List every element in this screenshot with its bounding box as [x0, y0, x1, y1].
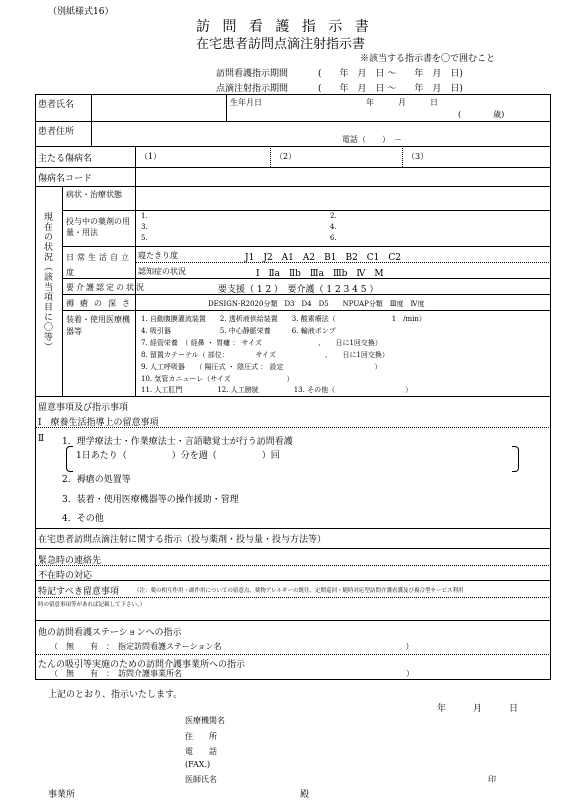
adl-label: 日常生活自立度 [66, 253, 132, 277]
patient-address-label: 患者住所 [38, 127, 75, 137]
care-level-scale[interactable]: 要支援（ 1 2 ） 要介護（ 1 2 3 4 5 ） [218, 285, 379, 295]
age-field[interactable]: ( 歳) [458, 110, 505, 119]
suction-line[interactable]: （ 無 有 ： 訪問介護事業所名 ） [50, 669, 414, 678]
bedridden-scale[interactable]: J1 J2 A1 A2 B1 B2 C1 C2 [245, 253, 402, 263]
honorific: 殿 [300, 790, 310, 800]
other-station-label: 他の訪問看護ステーションへの指示 [38, 628, 182, 638]
bracket-left [66, 446, 73, 472]
office-label: 事業所 [48, 790, 76, 800]
patient-phone[interactable]: 電話（ ） － [342, 135, 402, 144]
drug-label: 投与中の薬剤の用量・用法 [66, 217, 130, 237]
patient-name-label: 患者氏名 [38, 100, 75, 110]
instruction-item-1: 1．理学療法士・作業療法士・言語聴覚士が行う訪問看護 [62, 437, 293, 447]
device-line-2[interactable]: 4. 吸引器 5. 中心静脈栄養 6. 輸液ポンプ [141, 327, 336, 335]
special-notes-label: 特記すべき留意事項 [38, 587, 119, 597]
drug-3[interactable]: 3. [141, 223, 148, 231]
statement: 上記のとおり、指示いたします。 [48, 690, 183, 700]
patient-name-field[interactable] [94, 96, 222, 118]
instructions-title: 留意事項及び指示事項 [38, 403, 129, 413]
bedridden-label: 寝たきり度 [138, 251, 178, 260]
device-line-4[interactable]: 8. 留置カテーテル（ 部位： サイズ 、 日に1回交換） [141, 351, 389, 359]
emergency-contact-label: 緊急時の連絡先 [38, 556, 102, 566]
issue-date[interactable]: 年 月 日 [437, 704, 519, 714]
drug-4[interactable]: 4. [330, 223, 337, 231]
special-notes-note1: （注：薬の相互作用・副作用についての留意点、薬物アレルギーの既往、定期巡回・随時対応型訪問介護看護及び複合型サービス利用 [134, 588, 464, 594]
diagnosis-label: 主たる傷病名 [38, 154, 93, 164]
diagnosis-code-label: 傷病名コード [38, 174, 93, 184]
device-line-7[interactable]: 11. 人工肛門 12. 人工膀胱 13. その他（ ） [141, 386, 413, 394]
period1-label: 訪問看護指示期間 [216, 69, 289, 79]
form-number: （別紙様式16） [48, 7, 114, 17]
birth-date-value[interactable]: 年 月 日 [366, 98, 438, 107]
doctor-name-label: 医師氏名 [185, 775, 217, 784]
form-title: 訪 問 看 護 指 示 書 [196, 19, 373, 35]
drug-2[interactable]: 2. [330, 212, 337, 220]
instruction-note: ※該当する指示書を〇で囲むこと [360, 54, 496, 64]
diagnosis-3[interactable]: （3） [407, 152, 429, 161]
drug-5[interactable]: 5. [141, 234, 148, 242]
symptom-label: 病状・治療状態 [66, 190, 122, 199]
instruction-item-4: 4．その他 [62, 514, 104, 524]
absent-response-label: 不在時の対応 [38, 571, 93, 581]
therapy-frequency[interactable]: 1日あたり（ ）分を週（ ）回 [76, 451, 280, 461]
instruction-item-3: 3．装着・使用医療機器等の操作援助・管理 [62, 495, 239, 505]
institution-phone-label: 電 話 [185, 747, 217, 756]
institution-address-label: 住 所 [185, 732, 217, 741]
care-level-label: 要介護認定の状況 [66, 283, 146, 292]
dementia-scale[interactable]: Ⅰ Ⅱa Ⅱb Ⅲa Ⅲb Ⅳ M [256, 269, 384, 279]
special-notes-note2: 時の留意事項等があれば記載して下さい。） [38, 602, 146, 608]
fax-label: (FAX.) [185, 760, 211, 769]
form-subtitle: 在宅患者訪問点滴注射指示書 [196, 37, 366, 52]
instructions-section2-num: Ⅱ [38, 434, 45, 444]
instruction-item-2: 2．褥瘡の処置等 [62, 475, 131, 485]
diagnosis-2[interactable]: （2） [275, 152, 297, 161]
device-line-5[interactable]: 9. 人工呼吸器 （ 陽圧式 ・ 陰圧式 ： 設定 ） [141, 363, 382, 371]
suction-label: たんの吸引等実施のための訪問介護事業所への指示 [38, 660, 246, 670]
device-line-1[interactable]: 1. 自動腹膜灌流装置 2. 透析液供給装置 3. 酸素療法（ 1 /min） [141, 315, 426, 323]
instructions-section1: Ⅰ 療養生活指導上の留意事項 [38, 418, 159, 428]
drug-1[interactable]: 1. [141, 212, 148, 220]
seal-mark: 印 [488, 775, 496, 784]
period2-label: 点滴注射指示期間 [216, 84, 289, 94]
institution-label: 医療機関名 [185, 716, 225, 725]
birth-date-label: 生年月日 [230, 98, 262, 107]
bracket-right [512, 446, 519, 472]
device-line-6[interactable]: 10. 気管カニューレ（サイズ ） [141, 375, 294, 383]
diagnosis-1[interactable]: （1） [140, 152, 162, 161]
device-line-3[interactable]: 7. 経管栄養 （ 経鼻 ・ 胃瘻 ： サイズ 、 日に1回交換） [141, 339, 382, 347]
dementia-label: 認知症の状況 [138, 267, 186, 276]
current-status-side-label: 現在の状況（該当項目に〇等） [42, 212, 52, 352]
period2-value[interactable]: ( 年 月 日 ～ 年 月 日) [318, 84, 463, 94]
drug-6[interactable]: 6. [330, 234, 337, 242]
ulcer-scale[interactable]: DESIGN-R2020分類 D3 D4 D5 NPUAP分類 Ⅲ度 Ⅳ度 [208, 300, 425, 308]
ulcer-label: 褥瘡の深さ [66, 299, 136, 308]
period1-value[interactable]: ( 年 月 日 ～ 年 月 日) [318, 69, 463, 79]
other-station-line[interactable]: （ 無 有 ： 指定訪問看護ステーション名 ） [50, 642, 414, 651]
device-label: 装着・使用医療機器等 [66, 315, 130, 336]
iv-instruction-label: 在宅患者訪問点滴注射に関する指示（投与薬剤・投与量・投与方法等） [38, 535, 327, 545]
